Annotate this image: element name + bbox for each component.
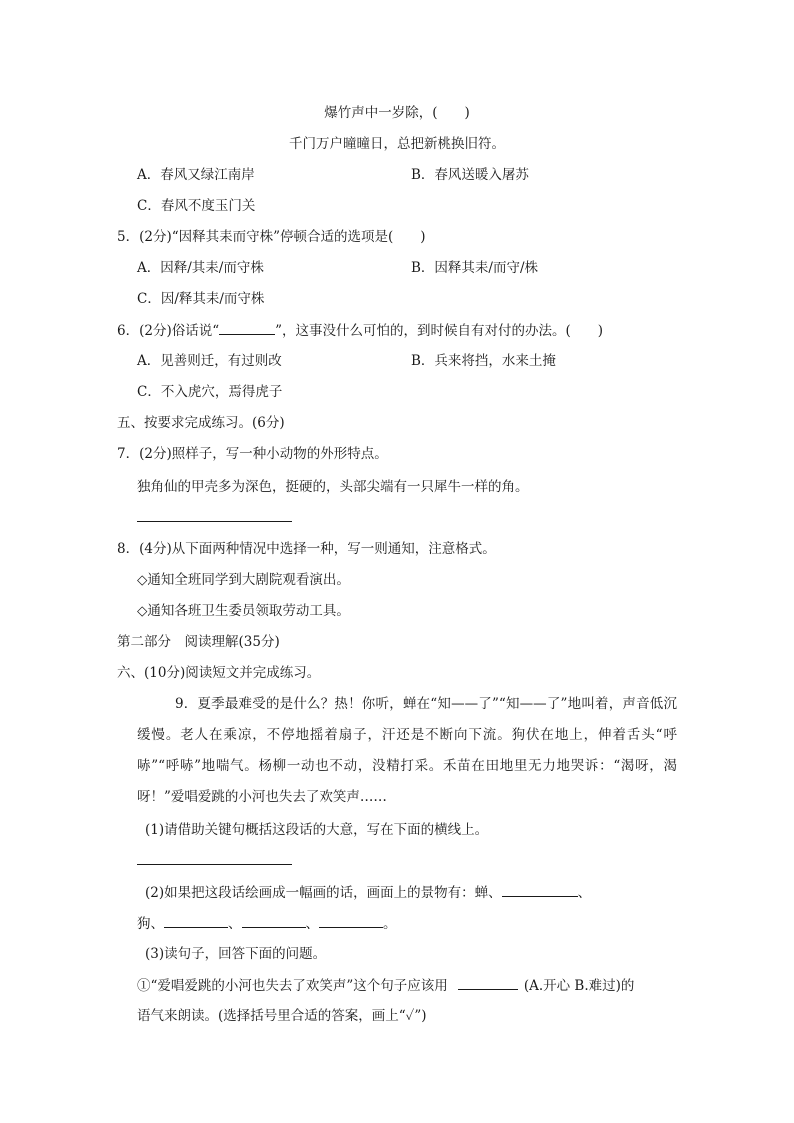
q6-option-c: C．不入虎穴，焉得虎子 bbox=[137, 384, 283, 400]
q6-stem bbox=[117, 320, 603, 341]
part2-title: 第二部分 阅读理解(35分) bbox=[117, 634, 280, 650]
q4-option-c: C．春风不度玉门关 bbox=[137, 198, 256, 214]
q9-sub3-1-pre: ①“爱唱爱跳的小河也失去了欢笑声”这个句子应该用 bbox=[137, 978, 448, 994]
poem-line-1: 爆竹声中一岁除，( ) bbox=[324, 105, 470, 121]
q7-answer-line[interactable] bbox=[137, 521, 292, 522]
q9-sub2-blank-4[interactable] bbox=[319, 913, 383, 928]
q8-stem: 8．(4分)从下面两种情况中选择一种，写一则通知，注意格式。 bbox=[117, 541, 496, 557]
q9-sub1: (1)请借助关键句概括这段话的大意，写在下面的横线上。 bbox=[145, 822, 489, 838]
q9-sub2-sep-1: 、 bbox=[228, 916, 242, 932]
q6-stem-post: ”，这事没什么可怕的，到时候自有对付的办法。( ) bbox=[275, 323, 604, 339]
q9-sub3-1-blank[interactable] bbox=[458, 975, 518, 990]
q5-stem: 5．(2分)“因释其耒而守株”停顿合适的选项是( ) bbox=[117, 229, 426, 245]
q5-option-b: B．因释其耒/而守/株 bbox=[411, 260, 539, 276]
q7-stem: 7．(2分)照样子，写一种小动物的外形特点。 bbox=[117, 446, 388, 462]
q9-sub3-1-post: (A.开心 B.难过)的 bbox=[523, 978, 635, 994]
q9-sub2-sep-2: 、 bbox=[305, 916, 319, 932]
q6-option-a: A．见善则迁，有过则改 bbox=[137, 353, 282, 369]
q9-sub2-blank-2[interactable] bbox=[164, 913, 228, 928]
q4-option-a: A．春风又绿江南岸 bbox=[137, 167, 255, 183]
q9-sub3: (3)读句子，回答下面的问题。 bbox=[145, 946, 327, 962]
q9-sub2-end: 。 bbox=[383, 916, 397, 932]
q8-choice-1: ◇通知全班同学到大剧院观看演出。 bbox=[137, 572, 350, 588]
q9-sub2-dog: 狗、 bbox=[137, 916, 164, 932]
q9-sub2-blank-3[interactable] bbox=[242, 913, 306, 928]
poem-line-2: 千门万户曈曈日，总把新桃换旧符。 bbox=[289, 136, 505, 152]
q9-sub1-answer-line[interactable] bbox=[137, 864, 292, 865]
q5-option-c: C．因/释其耒/而守株 bbox=[137, 291, 265, 307]
q9-sub2-line1 bbox=[145, 882, 591, 903]
q6-option-b: B．兵来将挡，水来土掩 bbox=[411, 353, 556, 369]
section6-title: 六、(10分)阅读短文并完成练习。 bbox=[117, 665, 321, 681]
q9-sub2-text: (2)如果把这段话绘画成一幅画的话，画面上的景物有：蝉、 bbox=[145, 885, 502, 901]
q7-example: 独角仙的甲壳多为深色，挺硬的，头部尖端有一只犀牛一样的角。 bbox=[137, 479, 529, 495]
q4-option-b: B．春风送暖入屠苏 bbox=[411, 167, 529, 183]
q9-sub3-1-line1 bbox=[137, 975, 634, 996]
q6-blank[interactable] bbox=[219, 320, 275, 335]
q9-sub2-sep-a: 、 bbox=[577, 885, 592, 901]
q9-sub3-1-line2: 语气来朗读。(选择括号里合适的答案，画上“✓”) bbox=[137, 1008, 427, 1024]
q9-passage: 9．夏季最难受的是什么？热！你听，蝉在“知——了”“知——了”地叫着，声音低沉缓慢。老人在乘凉，不停地摇着扇子，汗还是不断向下流。狗伏在地上，伸着舌头“呼哧”“呼哧”地喘气。杨柳一动也不动，没精打采。禾苗在田地里无力地哭诉：“渴呀，渴呀！”爱唱爱跳的小河也失去了欢笑声…… bbox=[137, 696, 677, 805]
q9-sub2-blank-1[interactable] bbox=[502, 882, 578, 897]
q6-stem-pre: 6．(2分)俗话说“ bbox=[117, 323, 220, 339]
q8-choice-2: ◇通知各班卫生委员领取劳动工具。 bbox=[137, 603, 350, 619]
q5-option-a: A．因释/其耒/而守株 bbox=[137, 260, 264, 276]
q9-sub2-line2 bbox=[137, 913, 397, 934]
section5-title: 五、按要求完成练习。(6分) bbox=[117, 415, 285, 431]
